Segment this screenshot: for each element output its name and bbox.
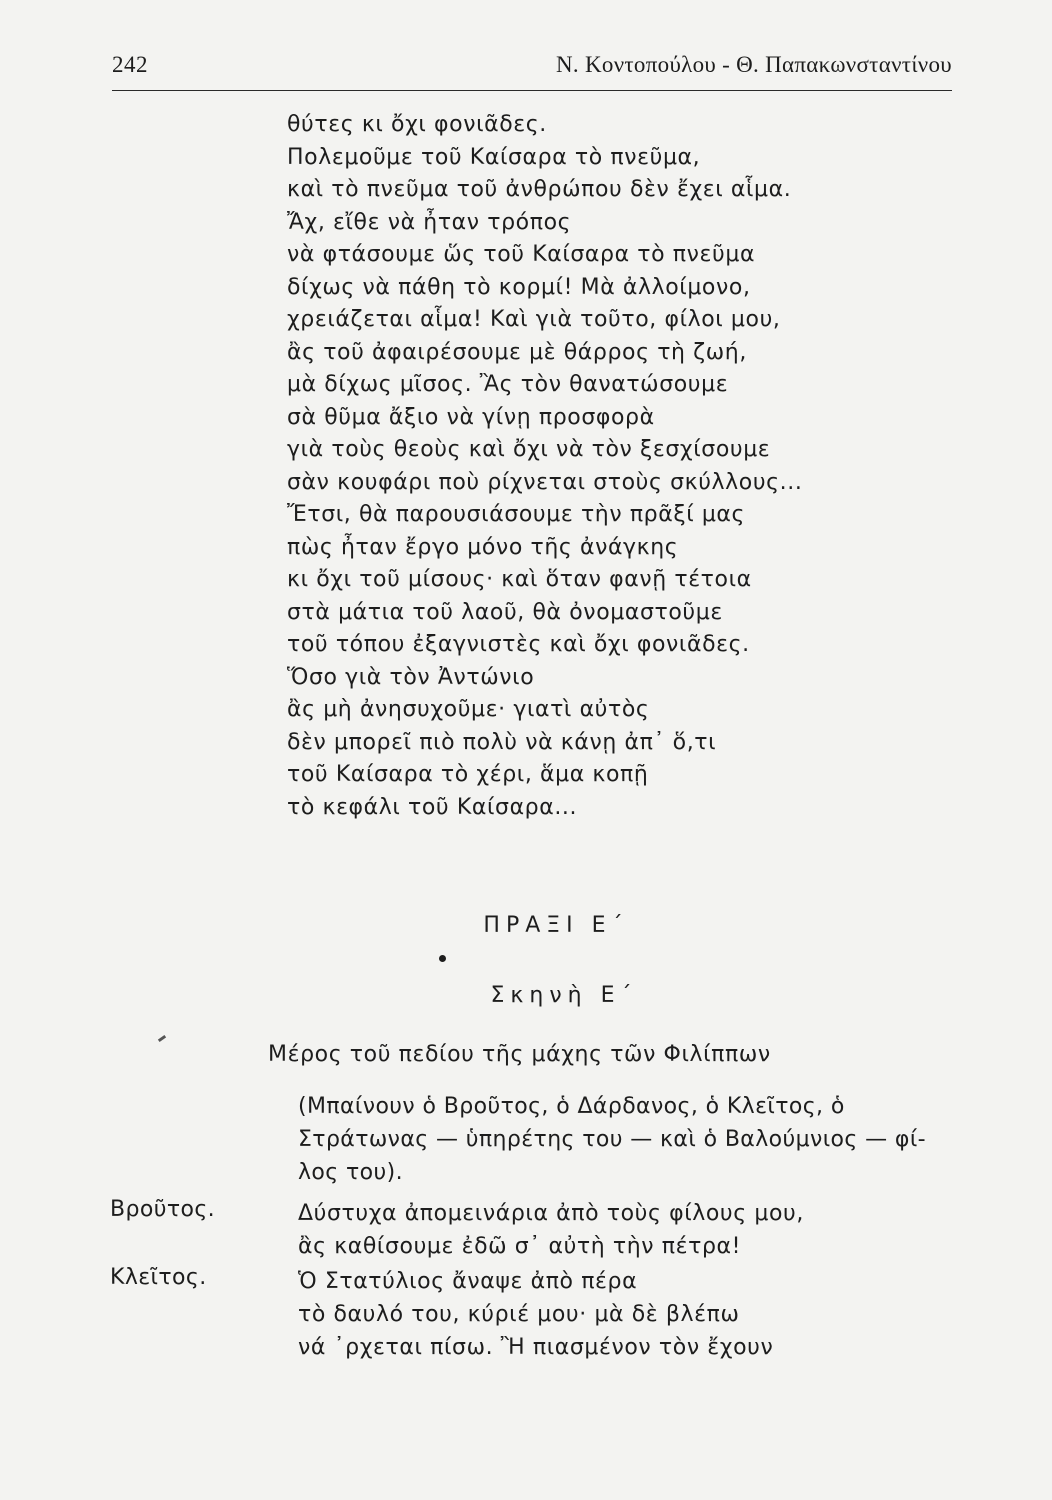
scene-title: Σκηνὴ Ε΄ [490, 983, 638, 1008]
verse-line: σὰν κουφάρι ποὺ ρίχνεται στοὺς σκύλλους... [287, 469, 803, 495]
speech-line: Δύστυχα ἀπομεινάρια ἀπὸ τοὺς φίλους μου, [298, 1201, 804, 1226]
scene-setting: Μέρος τοῦ πεδίου τῆς μάχης τῶν Φιλίππων [268, 1042, 771, 1067]
speech-line: ἂς καθίσουμε ἐδῶ σ᾽ αὐτὴ τὴν πέτρα! [298, 1234, 742, 1259]
speech-line: Ὁ Στατύλιος ἄναψε ἀπὸ πέρα [298, 1269, 638, 1294]
verse-line: Ἔτσι, θὰ παρουσιάσουμε τὴν πρᾶξί μας [287, 502, 746, 527]
verse-line: χρειάζεται αἷμα! Καὶ γιὰ τοῦτο, φίλοι μου, [287, 307, 781, 332]
verse-line: θύτες κι ὄχι φονιᾶδες. [287, 112, 547, 137]
stage-direction-line: (Μπαίνουν ὁ Βροῦτος, ὁ Δάρδανος, ὁ Κλεῖτος, ὁ [298, 1094, 845, 1119]
verse-block [287, 109, 802, 824]
stage-direction [298, 1090, 953, 1189]
verse-line: ἂς τοῦ ἀφαιρέσουμε μὲ θάρρος τὴ ζωή, [287, 339, 747, 365]
stage-direction-line: λος του). [298, 1160, 403, 1185]
verse-line: σὰ θῦμα ἄξιο νὰ γίνῃ προσφορὰ [287, 404, 655, 430]
verse-line: καὶ τὸ πνεῦμα τοῦ ἀνθρώπου δὲν ἔχει αἷμα. [287, 177, 792, 202]
verse-line: τοῦ Καίσαρα τὸ χέρι, ἅμα κοπῇ [287, 762, 649, 787]
page-header [112, 52, 952, 88]
speaker-name: Κλεῖτος. [110, 1265, 207, 1290]
verse-line: Ὅσο γιὰ τὸν Ἀντώνιο [287, 664, 535, 690]
bullet-mark [439, 955, 446, 962]
verse-line: γιὰ τοὺς θεοὺς καὶ ὄχι νὰ τὸν ξεσχίσουμε [287, 437, 771, 462]
running-head: Ν. Κοντοπούλου - Θ. Παπακωνσταντίνου [555, 52, 952, 77]
stage-direction-line: Στράτωνας — ὑπηρέτης του — καὶ ὁ Βαλούμνιος — φί- [298, 1127, 927, 1152]
header-rule [112, 90, 952, 91]
speaker-name: Βροῦτος. [110, 1197, 216, 1222]
verse-line: στὰ μάτια τοῦ λαοῦ, θὰ ὀνομαστοῦμε [287, 599, 723, 625]
verse-line: ἂς μὴ ἀνησυχοῦμε· γιατὶ αὐτὸς [287, 697, 650, 722]
verse-line: πὼς ἦταν ἔργο μόνο τῆς ἀνάγκης [287, 534, 679, 560]
verse-line: μὰ δίχως μῖσος. Ἂς τὸν θανατώσουμε [287, 372, 729, 397]
verse-line: νὰ φτάσουμε ὥς τοῦ Καίσαρα τὸ πνεῦμα [287, 242, 756, 267]
speech-line: νά ᾽ρχεται πίσω. Ἢ πιασμένον τὸν ἔχουν [298, 1335, 774, 1360]
speech-line: τὸ δαυλό του, κύριέ μου· μὰ δὲ βλέπω [298, 1302, 740, 1327]
verse-line: δίχως νὰ πάθη τὸ κορμί! Μὰ ἀλλοίμονο, [287, 274, 751, 300]
verse-line: Πολεμοῦμε τοῦ Καίσαρα τὸ πνεῦμα, [287, 144, 701, 170]
speech-lines [298, 1197, 804, 1263]
margin-mark [158, 1035, 166, 1042]
verse-line: τοῦ τόπου ἐξαγνιστὲς καὶ ὄχι φονιᾶδες. [287, 632, 750, 657]
act-title: ΠΡΑΞΙ Ε΄ [483, 913, 629, 938]
verse-line: τὸ κεφάλι τοῦ Καίσαρα... [287, 794, 578, 820]
verse-line: Ἄχ, εἴθε νὰ ἦταν τρόπος [287, 209, 572, 235]
page-number: 242 [112, 52, 148, 77]
verse-line: δὲν μπορεῖ πιὸ πολὺ νὰ κάνῃ ἀπ᾽ ὅ,τι [287, 729, 717, 755]
speech-lines [298, 1265, 773, 1364]
verse-line: κι ὄχι τοῦ μίσους· καὶ ὅταν φανῇ τέτοια [287, 567, 752, 592]
